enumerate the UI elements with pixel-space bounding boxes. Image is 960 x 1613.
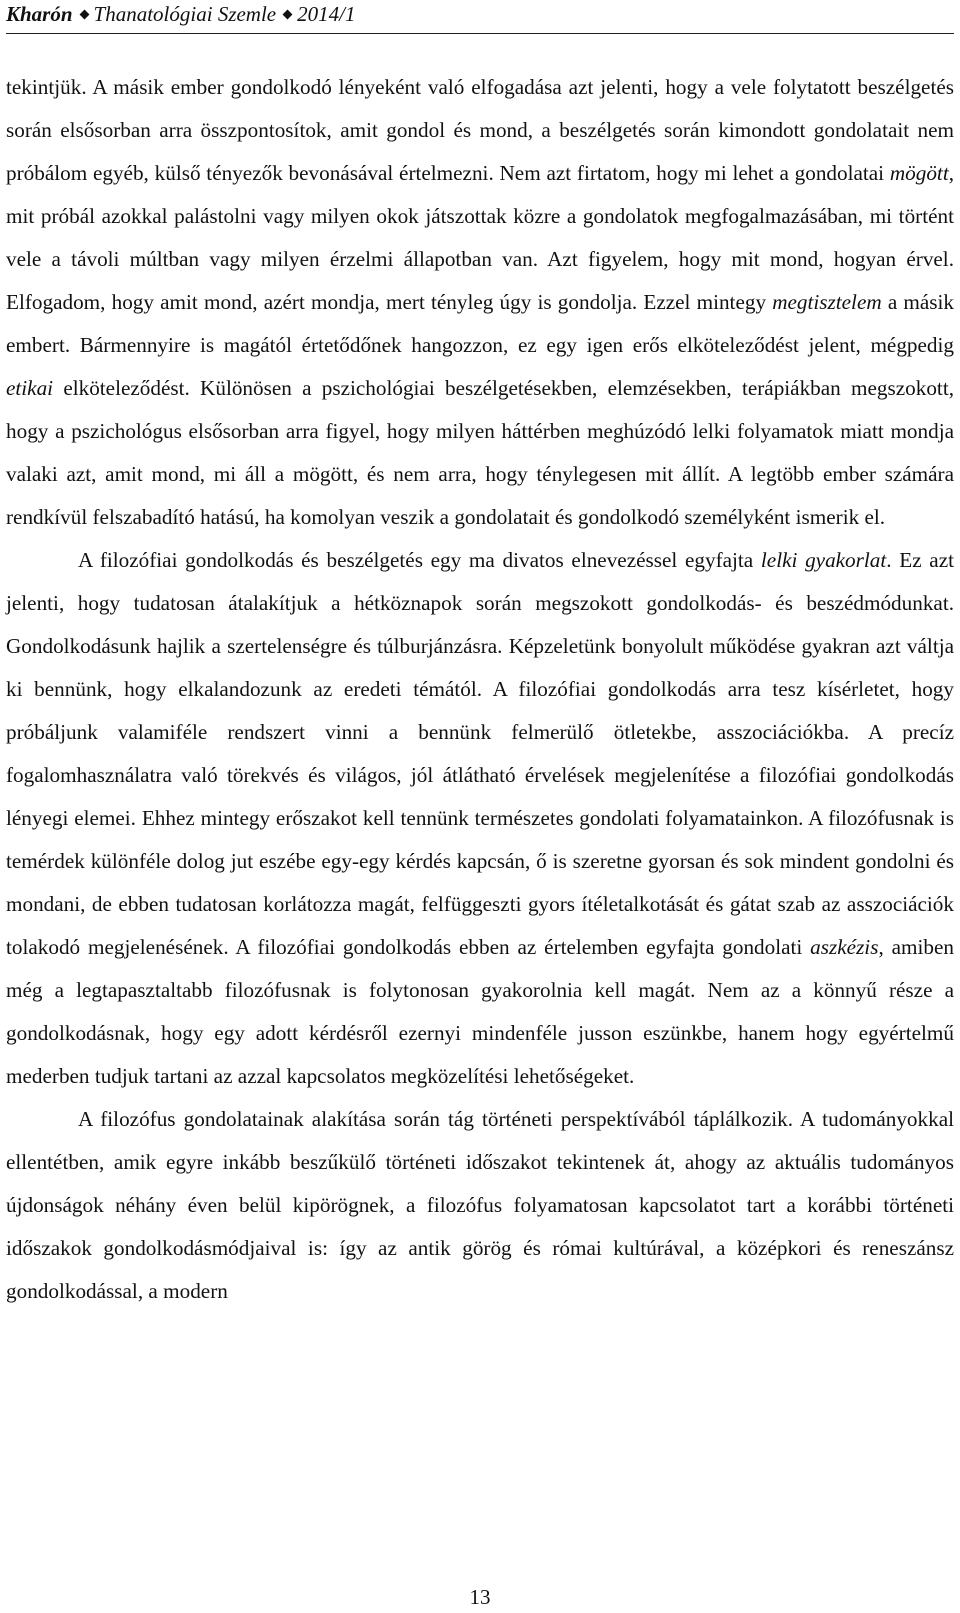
- journal-name: Kharón: [6, 2, 73, 26]
- paragraph-text: elköteleződést. Különösen a pszichológiai beszélgetésekben, elemzésekben, terápiákban megszokott, hogy a pszichológus elsősorban arra figyel, hogy milyen háttérben meghúzódó lelki folyamatok miatt mondja valaki azt, amit mond, mi áll a mögött, és nem arra, hogy ténylegesen mit állít. A legtöbb ember számára rendkívül felszabadító hatású, ha komolyan veszik a gondolatait és gondolkodó személyként ismerik el.: [6, 376, 954, 529]
- paragraph-text: a másik embert. Bármennyire is magától értetődőnek hangozzon, ez egy igen erős elköteleződést jelent, mégpedig: [6, 290, 954, 357]
- paragraph-text: A filozófus gondolatainak alakítása során tág történeti perspektívából táplálkozik. A tudományokkal ellentétben, amik egyre inkább beszűkülő történeti időszakot tekintenek át, ahogy az aktuális tudományos újdonságok néhány éven belül kipörögnek, a filozófus folyamatosan kapcsolatot tart a korábbi történeti időszakok gondolkodásmódjaival is: így az antik görög és római kultúrával, a középkori és reneszánsz gondolkodással, a modern: [6, 1107, 954, 1303]
- paragraph: [6, 539, 954, 1098]
- journal-subtitle: Thanatológiai Szemle: [93, 2, 277, 26]
- journal-issue: 2014/1: [297, 2, 356, 26]
- diamond-bullet-icon: [79, 10, 89, 20]
- paragraph-text: tekintjük. A másik ember gondolkodó lényeként való elfogadása azt jelenti, hogy a vele folytatott beszélgetés során elsősorban arra összpontosítok, amit gondol és mond, a beszélgetés során kimondott gondolatait nem próbálom egyéb, külső tényezők bevonásával értelmezni. Nem azt firtatom, hogy mi lehet a gondolatai: [6, 75, 954, 185]
- emphasis-text: aszkézis: [810, 935, 879, 959]
- paragraph-text: A filozófiai gondolkodás és beszélgetés egy ma divatos elnevezéssel egyfajta: [78, 548, 761, 572]
- emphasis-text: megtisztelem: [772, 290, 882, 314]
- paragraph: [6, 66, 954, 539]
- paragraph-text: . Ez azt jelenti, hogy tudatosan átalakítjuk a hétköznapok során megszokott gondolkodás- és beszédmódunkat. Gondolkodásunk hajlik a szertelenségre és túlburjánzásra. Képzeletünk bonyolult működése gyakran azt váltja ki bennünk, hogy elkalandozunk az eredeti témától. A filozófiai gondolkodás arra tesz kísérletet, hogy próbáljunk valamiféle rendszert vinni a bennünk felmerülő ötletekbe, asszociációkba. A precíz fogalomhasználatra való törekvés és világos, jól átlátható érvelések megjelenítése a filozófiai gondolkodás lényegi elemei. Ehhez mintegy erőszakot kell tennünk természetes gondolati folyamatainkon. A filozófusnak is temérdek különféle dolog jut eszébe egy-egy kérdés kapcsán, ő is szeretne gyorsan és sok mindent gondolni és mondani, de ebben tudatosan korlátozza magát, felfüggeszti gyors ítéletalkotását és gátat szab az asszociációk tolakodó megjelenésének. A filozófiai gondolkodás ebben az értelemben egyfajta gondolati: [6, 548, 955, 959]
- paragraph: [6, 1098, 954, 1313]
- article-body: [6, 66, 954, 1313]
- emphasis-text: lelki gyakorlat: [760, 548, 887, 572]
- running-header: [6, 0, 954, 34]
- paragraph-text: , amiben még a legtapasztaltabb filozófusnak is folytonosan gyakorolnia kell magát. Nem az a könnyű része a gondolkodásnak, hogy egy adott kérdésről ezernyi mindenféle jusson eszünkbe, hanem hogy egyértelmű mederben tudjuk tartani az azzal kapcsolatos megközelítési lehetőségeket.: [6, 935, 954, 1088]
- emphasis-text: etikai: [6, 376, 54, 400]
- emphasis-text: mögött: [889, 161, 949, 185]
- page-number: 13: [469, 1585, 491, 1609]
- paragraph-text: , mit próbál azokkal palástolni vagy milyen okok játszottak közre a gondolatok megfogalmazásában, mi történt vele a távoli múltban vagy milyen érzelmi állapotban van. Azt figyelem, hogy mit mond, hogyan érvel. Elfogadom, hogy amit mond, azért mondja, mert tényleg úgy is gondolja. Ezzel mintegy: [6, 161, 954, 314]
- diamond-bullet-icon: [283, 10, 293, 20]
